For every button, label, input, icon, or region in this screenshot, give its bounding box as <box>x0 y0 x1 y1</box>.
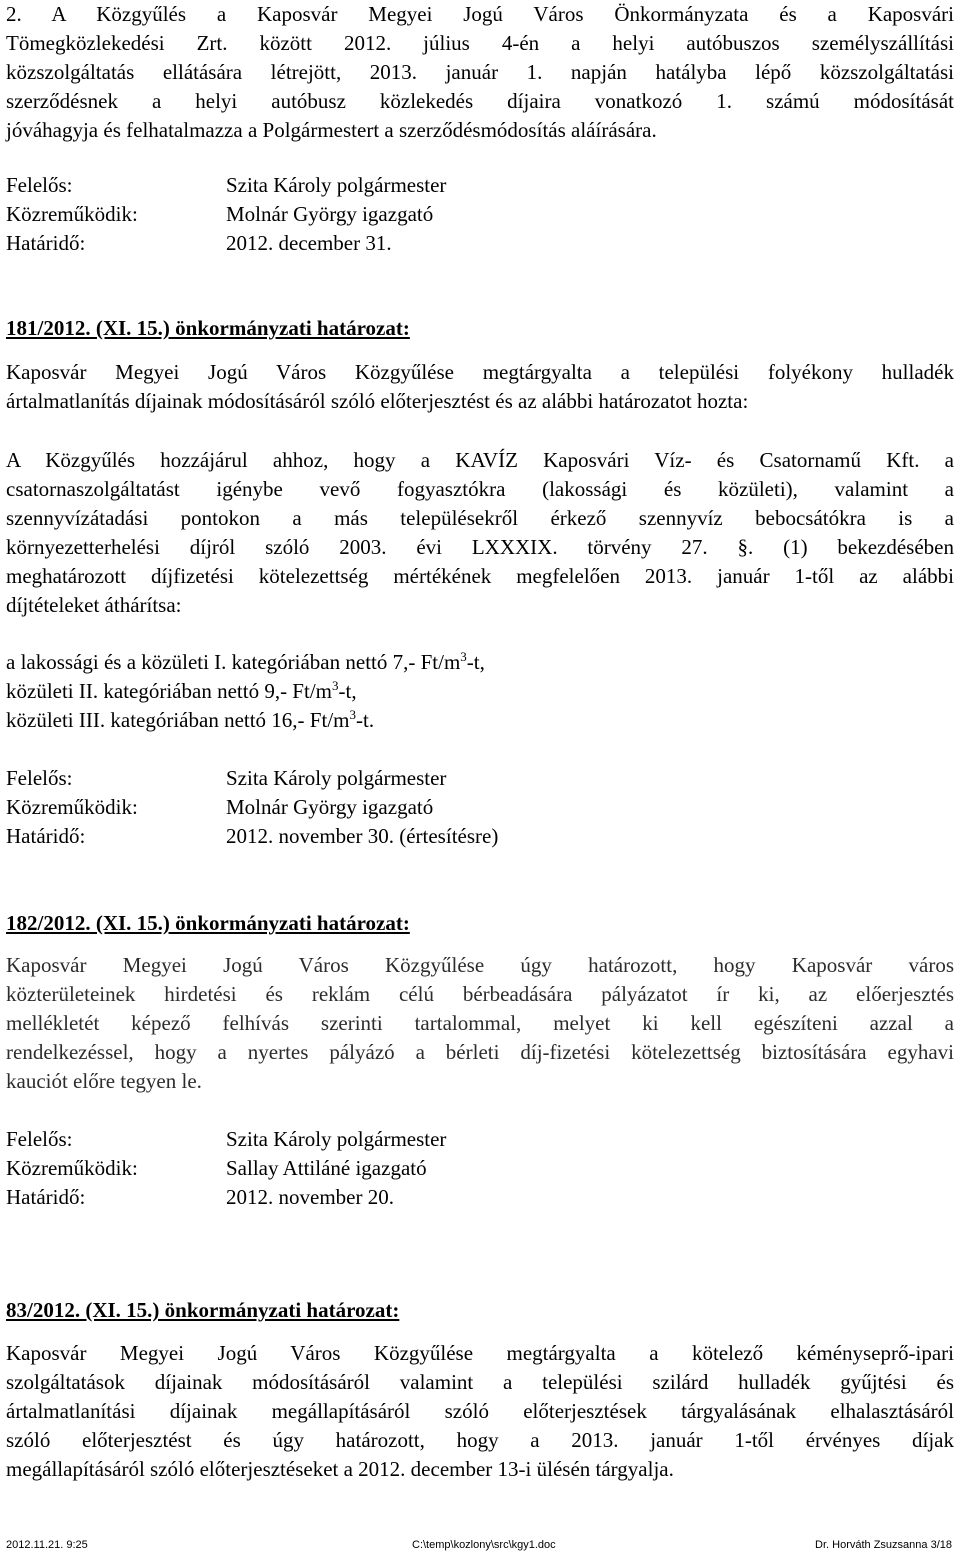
text-line: környezetterhelési díjról szóló 2003. évi LXXXIX. törvény 27. §. (1) bekezdésében <box>6 535 954 559</box>
responsible-value: Szita Károly polgármester <box>226 1127 447 1151</box>
rate-suffix: -t, <box>466 650 485 674</box>
text-line: Kaposvár Megyei Jogú Város Közgyűlése úgy határozott, hogy Kaposvár város <box>6 953 954 977</box>
cooperating-row <box>6 200 954 229</box>
cooperating-label: Közreműködik: <box>6 795 138 819</box>
deadline-label: Határidő: <box>6 1185 86 1209</box>
superscript: 3 <box>460 649 467 664</box>
rate-text: közületi II. kategóriában nettó 9,- Ft/m <box>6 679 332 703</box>
text-line: rendelkezéssel, hogy a nyertes pályázó a bérleti díj-fizetési kötelezettség biztosítására egyhavi <box>6 1040 954 1064</box>
responsible-label: Felelős: <box>6 766 73 790</box>
resolution-182-meta <box>6 1125 954 1212</box>
text-line: 2. A Közgyűlés a Kaposvár Megyei Jogú Város Önkormányzata és a Kaposvári <box>6 2 954 26</box>
text-line: jóváhagyja és felhatalmazza a Polgármestert a szerződésmódosítás aláírására. <box>6 118 657 142</box>
text-line: szennyvízátadási pontokon a más településekről érkező szennyvíz bebocsátókra is a <box>6 506 954 530</box>
page-footer <box>0 1535 960 1555</box>
footer-author-page: Dr. Horváth Zsuzsanna 3/18 <box>815 1539 952 1551</box>
responsible-row <box>6 1125 954 1154</box>
resolution-182-body <box>6 951 954 1096</box>
deadline-label: Határidő: <box>6 824 86 848</box>
deadline-label: Határidő: <box>6 231 86 255</box>
rate-list <box>6 648 954 735</box>
cooperating-value: Molnár György igazgató <box>226 202 434 226</box>
superscript: 3 <box>349 707 356 722</box>
text-line: kauciót előre tegyen le. <box>6 1069 202 1093</box>
cooperating-row <box>6 1154 954 1183</box>
resolution-183-body <box>6 1339 954 1484</box>
text-line: ártalmatlanítás díjainak módosításáról szóló előterjesztést és az alábbi határozatot hozta: <box>6 389 749 413</box>
text-line: szolgáltatások díjainak módosításáról valamint a települési szilárd hulladék gyűjtési és <box>6 1370 954 1394</box>
deadline-value: 2012. december 31. <box>226 231 392 255</box>
text-line: közszolgáltatás ellátására létrejött, 2013. január 1. napján hatályba lépő közszolgáltatási <box>6 60 954 84</box>
cooperating-value: Sallay Attiláné igazgató <box>226 1156 427 1180</box>
cooperating-label: Közreműködik: <box>6 202 138 226</box>
deadline-row <box>6 822 954 851</box>
footer-file-path: C:\temp\kozlony\src\kgy1.doc <box>412 1539 556 1551</box>
resolution-181-meta <box>6 764 954 851</box>
deadline-value: 2012. november 30. (értesítésre) <box>226 824 499 848</box>
rate-suffix: -t. <box>356 708 375 732</box>
rate-item <box>6 706 954 735</box>
resolution-181-intro <box>6 358 954 416</box>
text-line: szóló előterjesztést és úgy határozott, hogy a 2013. január 1-től érvényes díjak <box>6 1428 954 1452</box>
responsible-row <box>6 171 954 200</box>
rate-text: közületi III. kategóriában nettó 16,- Ft/m <box>6 708 350 732</box>
responsible-row <box>6 764 954 793</box>
deadline-row <box>6 229 954 258</box>
resolution-181-heading: 181/2012. (XI. 15.) önkormányzati határozat: <box>6 316 410 340</box>
responsible-label: Felelős: <box>6 173 73 197</box>
cooperating-value: Molnár György igazgató <box>226 795 434 819</box>
text-line: Kaposvár Megyei Jogú Város Közgyűlése megtárgyalta a kötelező kéményseprő-ipari <box>6 1341 954 1365</box>
rate-text: a lakossági és a közületi I. kategóriában nettó 7,- Ft/m <box>6 650 461 674</box>
item-2-meta <box>6 171 954 258</box>
text-line: szerződésnek a helyi autóbusz közlekedés díjaira vonatkozó 1. számú módosítását <box>6 89 954 113</box>
rate-suffix: -t, <box>338 679 357 703</box>
cooperating-row <box>6 793 954 822</box>
text-line: megállapításáról szóló előterjesztéseket a 2012. december 13-i ülésén tárgyalja. <box>6 1457 674 1481</box>
item-2-paragraph <box>6 0 954 145</box>
responsible-value: Szita Károly polgármester <box>226 173 447 197</box>
rate-item <box>6 677 954 706</box>
deadline-value: 2012. november 20. <box>226 1185 394 1209</box>
text-line: meghatározott díjfizetési kötelezettség mértékének megfelelően 2013. január 1-től az alábbi <box>6 564 954 588</box>
text-line: csatornaszolgáltatást igénybe vevő fogyasztókra (lakossági és közületi), valamint a <box>6 477 954 501</box>
deadline-row <box>6 1183 954 1212</box>
text-line: ártalmatlanítási díjainak megállapításáról szóló előterjesztések tárgyalásának elhalasztásáról <box>6 1399 954 1423</box>
text-line: közterületeinek hirdetési és reklám célú bérbeadására pályázatot ír ki, az előerjesztés <box>6 982 954 1006</box>
resolution-182-heading: 182/2012. (XI. 15.) önkormányzati határozat: <box>6 911 410 935</box>
resolution-183-heading: 83/2012. (XI. 15.) önkormányzati határozat: <box>6 1298 400 1322</box>
responsible-label: Felelős: <box>6 1127 73 1151</box>
footer-date: 2012.11.21. 9:25 <box>6 1539 88 1551</box>
rate-item <box>6 648 954 677</box>
resolution-181-body <box>6 446 954 620</box>
text-line: díjtételeket áthárítsa: <box>6 593 182 617</box>
responsible-value: Szita Károly polgármester <box>226 766 447 790</box>
text-line: A Közgyűlés hozzájárul ahhoz, hogy a KAVÍZ Kaposvári Víz- és Csatornamű Kft. a <box>6 448 954 472</box>
text-line: Tömegközlekedési Zrt. között 2012. július 4-én a helyi autóbuszos személyszállítási <box>6 31 954 55</box>
text-line: Kaposvár Megyei Jogú Város Közgyűlése megtárgyalta a települési folyékony hulladék <box>6 360 954 384</box>
text-line: mellékletét képező felhívás szerinti tartalommal, melyet ki kell egészíteni azzal a <box>6 1011 954 1035</box>
cooperating-label: Közreműködik: <box>6 1156 138 1180</box>
superscript: 3 <box>332 678 339 693</box>
